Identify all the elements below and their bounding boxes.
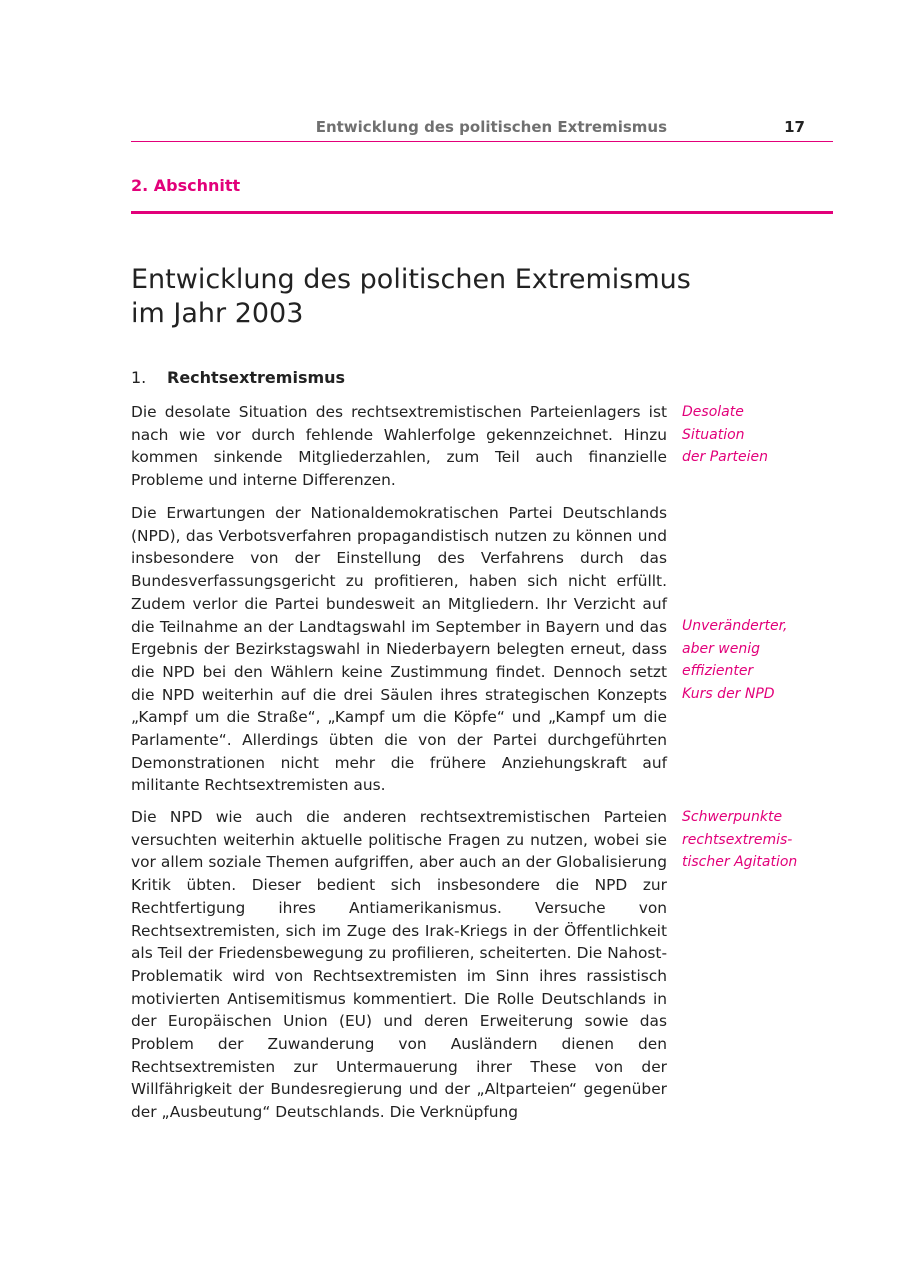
body-paragraph-3: Die NPD wie auch die anderen rechtsextremistischen Parteien versuchten weiterhin aktuelle politische Fragen zu nutzen, wobei sie vor allem soziale Themen aufgriffen, aber auch an der Globalisierung Kritik übten. Dieser bedient sich insbesondere die NPD zur Rechtfertigung ihres Antiamerikanismus. Versuche von Rechtsextremisten, sich im Zuge des Irak-Kriegs in der Öffentlichkeit als Teil der Friedensbewegung zu profilieren, scheiterten. Die Nahost-Problematik wird von Rechtsextremisten im Sinn ihres rassistisch motivierten Antisemitismus kommentiert. Die Rolle Deutschlands in der Europäischen Union (EU) und deren Erweiterung sowie das Problem der Zuwanderung von Ausländern dienen den Rechtsextremisten zur Untermauerung ihrer These von der Willfährigkeit der Bundesregierung und der „Altparteien“ gegenüber der „Ausbeutung“ Deutschlands. Die Verknüpfung <box>131 808 667 1122</box>
subsection-heading <box>131 368 345 387</box>
margin-note-3: Schwerpunkte rechtsextremis- tischer Agitation <box>682 809 798 871</box>
page-number: 17 <box>784 118 805 136</box>
section-label: 2. Abschnitt <box>131 176 241 195</box>
header-rule <box>131 141 833 142</box>
chapter-title: Entwicklung des politischen Extremismus im Jahr 2003 <box>131 264 691 329</box>
body-paragraph-2: Die Erwartungen der Nationaldemokratischen Partei Deutschlands (NPD), das Verbotsverfahren propagandistisch nutzen zu können und insbesondere von der Einstellung des Verfahrens durch das Bundesverfassungsgericht zu profitieren, haben sich nicht erfüllt. Zudem verlor die Partei bundesweit an Mitgliedern. Ihr Verzicht auf die Teilnahme an der Landtagswahl im September in Bayern und das Ergebnis der Bezirkstagswahl in Niederbayern belegten erneut, dass die NPD bei den Wählern keine Zustimmung findet. Dennoch setzt die NPD weiterhin auf die drei Säulen ihres strategischen Konzepts „Kampf um die Straße“, „Kampf um die Köpfe“ und „Kampf um die Parlamente“. Allerdings übten die von der Partei durchgeführten Demonstrationen nicht mehr die frühere Anziehungskraft auf militante Rechtsextremisten aus. <box>131 504 667 795</box>
running-header <box>131 116 833 140</box>
section-rule <box>131 211 833 214</box>
running-title: Entwicklung des politischen Extremismus <box>315 118 667 136</box>
body-paragraph-1: Die desolate Situation des rechtsextremistischen Parteienlagers ist nach wie vor durch fehlende Wahlerfolge gekennzeichnet. Hinzu kommen sinkende Mitgliederzahlen, zum Teil auch finanzielle Probleme und interne Differenzen. <box>131 403 667 490</box>
margin-note-1: Desolate Situation der Parteien <box>682 404 768 466</box>
margin-note-2: Unveränderter, aber wenig effizienter Kurs der NPD <box>682 618 788 703</box>
subsection-title: Rechtsextremismus <box>167 368 346 387</box>
subsection-number: 1. <box>131 368 147 387</box>
